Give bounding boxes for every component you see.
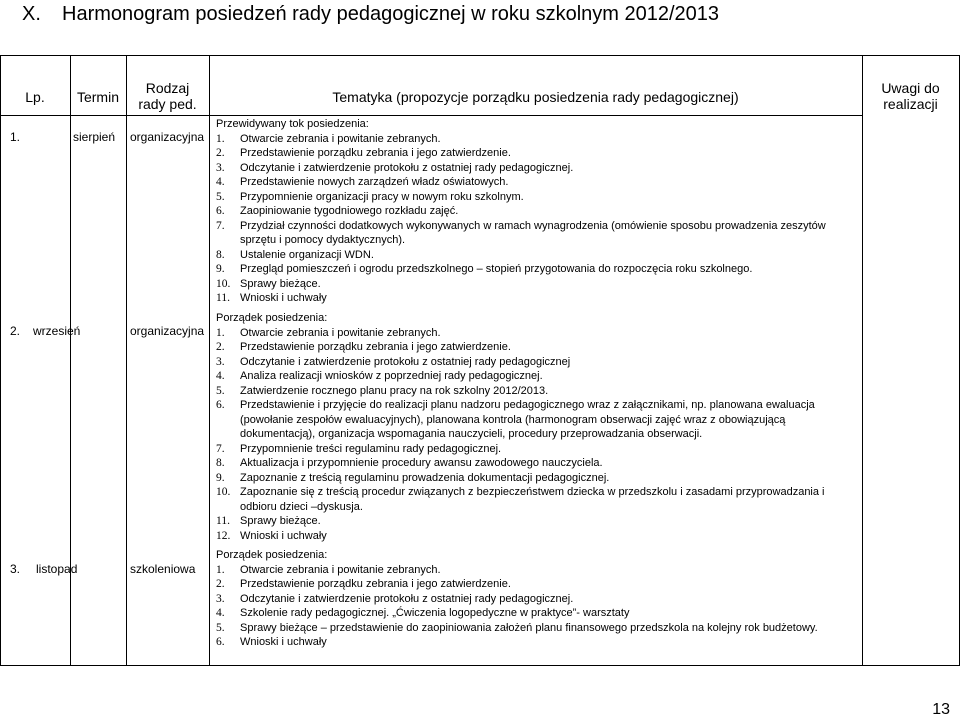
row-lp: 1. (10, 130, 21, 144)
page-number: 13 (932, 701, 950, 718)
header-lp: Lp. (25, 89, 45, 105)
list-item: 4. Analiza realizacji wniosków z poprzedniej rady pedagogicznej. (216, 370, 543, 382)
table-border-top (0, 55, 960, 56)
row-tematyka (216, 548, 860, 650)
list-item: 6. Przedstawienie i przyjęcie do realizacji planu nadzoru pedagogicznego wraz z załącznikami, np. planowana ewaluacja (powołanie zespołów ewaluacyjnych), planowana kontrola (harmonogram obserwacji zajęć wraz z obowiązującą dokumentacją), organizacja wspomagania nauczycieli, procedury przeprowadzania obserwacji. (216, 399, 815, 440)
list-item: 6. Zaopiniowanie tygodniowego rozkładu zajęć. (216, 205, 459, 217)
list-item: 2. Przedstawienie porządku zebrania i jego zatwierdzenie. (216, 147, 511, 159)
list-item: 9. Zapoznanie z treścią regulaminu prowadzenia dokumentacji pedagogicznej. (216, 471, 610, 484)
row-termin: wrzesień (33, 324, 81, 338)
list-item: 9. Przegląd pomieszczeń i ogrodu przedszkolnego – stopień przygotowania do rozpoczęcia roku szkolnego. (216, 263, 753, 275)
list-item: 10. Sprawy bieżące. (216, 277, 321, 290)
list-item: 7. Przypomnienie treści regulaminu rady pedagogicznej. (216, 442, 502, 455)
list-item: 2. Przedstawienie porządku zebrania i jego zatwierdzenie. (216, 578, 511, 590)
list-item: 7. Przydział czynności dodatkowych wykonywanych w ramach wynagrodzenia (omówienie sposobu prowadzenia zeszytów sprzętu i pomocy dydaktycznych). (216, 219, 826, 246)
list-item: 12. Wnioski i uchwały (216, 529, 327, 542)
row-rodzaj: organizacyjna (130, 130, 205, 144)
list-item: 5. Zatwierdzenie rocznego planu pracy na rok szkolny 2012/2013. (216, 384, 549, 397)
list-item: 2. Przedstawienie porządku zebrania i jego zatwierdzenie. (216, 341, 511, 353)
row-tematyka (216, 117, 860, 306)
table-border-bottom (0, 665, 960, 666)
topic-intro: Porządek posiedzenia: (216, 312, 328, 324)
list-item: 1. Otwarcie zebrania i powitanie zebranych. (216, 132, 441, 145)
row-lp: 3. (10, 562, 21, 576)
list-item: 4. Szkolenie rady pedagogicznej. „Ćwiczenia logopedyczne w praktyce”- warsztaty (216, 607, 630, 619)
list-item: 1. Otwarcie zebrania i powitanie zebranych. (216, 326, 441, 339)
table-border-left (0, 55, 1, 666)
column-divider (862, 55, 863, 666)
list-item: 8. Aktualizacja i przypomnienie procedury awansu zawodowego nauczyciela. (216, 457, 603, 469)
list-item: 8. Ustalenie organizacji WDN. (216, 248, 374, 261)
list-item: 3. Odczytanie i zatwierdzenie protokołu z ostatniej rady pedagogicznej. (216, 161, 574, 174)
header-rodzaj (126, 80, 209, 112)
header-uwagi-line1: Uwagi do (881, 80, 940, 96)
topic-intro: Przewidywany tok posiedzenia: (216, 118, 369, 130)
list-item: 10. Zapoznanie się z treścią procedur związanych z bezpieczeństwem dziecka w przedszkolu i zasadami przyprowadzania i odbioru dzieci –dyskusja. (216, 486, 825, 513)
row-termin: sierpień (73, 130, 116, 144)
header-uwagi-line2: realizacji (883, 96, 938, 112)
header-rodzaj-line1: Rodzaj (145, 80, 190, 96)
list-item: 11. Sprawy bieżące. (216, 515, 321, 527)
list-item: 4. Przedstawienie nowych zarządzeń władz oświatowych. (216, 176, 509, 188)
row-rodzaj: organizacyjna (130, 324, 205, 338)
row-tematyka (216, 311, 860, 543)
column-divider (126, 55, 127, 666)
list-item: 6. Wnioski i uchwały (216, 636, 327, 648)
row-rodzaj: szkoleniowa (130, 562, 196, 576)
schedule-table (0, 55, 960, 666)
list-item: 5. Sprawy bieżące – przedstawienie do zaopiniowania założeń planu finansowego przedszkola na kolejny rok budżetowy. (216, 621, 818, 634)
header-termin: Termin (76, 89, 119, 105)
title-text: Harmonogram posiedzeń rady pedagogicznej w roku szkolnym 2012/2013 (62, 3, 720, 25)
header-uwagi (862, 80, 959, 112)
section-label: X. (22, 3, 41, 25)
header-tematyka: Tematyka (propozycje porządku posiedzenia rady pedagogicznej) (332, 89, 739, 105)
topic-intro: Porządek posiedzenia: (216, 549, 328, 561)
row-lp: 2. (10, 324, 21, 338)
list-item: 11. Wnioski i uchwały (216, 292, 327, 304)
column-divider (209, 55, 210, 666)
list-item: 5. Przypomnienie organizacji pracy w nowym roku szkolnym. (216, 190, 524, 203)
list-item: 3. Odczytanie i zatwierdzenie protokołu z ostatniej rady pedagogicznej. (216, 592, 574, 605)
header-rodzaj-line2: rady ped. (138, 96, 197, 112)
page-title (22, 0, 719, 28)
header-divider (0, 115, 862, 116)
list-item: 3. Odczytanie i zatwierdzenie protokołu z ostatniej rady pedagogicznej (216, 355, 571, 368)
list-item: 1. Otwarcie zebrania i powitanie zebranych. (216, 563, 441, 576)
row-termin: listopad (36, 562, 78, 576)
